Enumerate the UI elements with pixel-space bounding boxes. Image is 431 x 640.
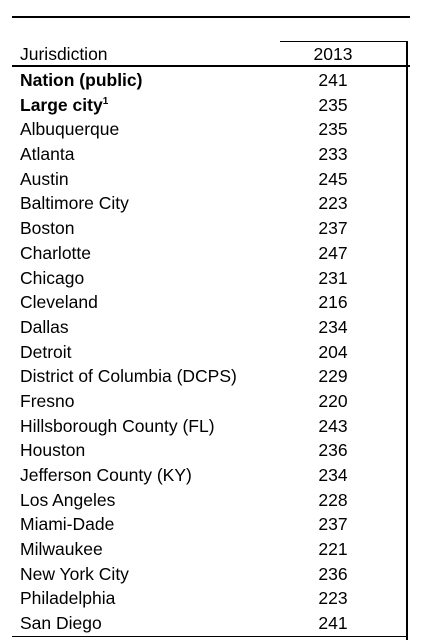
table-row	[0, 537, 431, 562]
score-value: 237	[318, 514, 348, 535]
jurisdiction-name-text: District of Columbia (DCPS)	[20, 366, 237, 387]
table-row	[0, 463, 431, 488]
table-row	[0, 340, 431, 365]
score-value: 233	[318, 144, 348, 165]
jurisdiction-name	[20, 167, 69, 192]
jurisdiction-name	[20, 488, 115, 513]
table-row	[0, 586, 431, 611]
score-value: 247	[318, 242, 348, 263]
jurisdiction-name	[20, 290, 98, 315]
jurisdiction-name-text: Nation (public)	[20, 70, 143, 90]
jurisdiction-name-text: Hillsborough County (FL)	[20, 415, 215, 436]
table-row	[0, 167, 431, 192]
score-value: 241	[318, 613, 348, 634]
jurisdiction-name-text: San Diego	[20, 613, 102, 634]
score-value: 231	[318, 267, 348, 288]
jurisdiction-name	[20, 562, 129, 587]
score-value: 236	[318, 563, 348, 584]
table-row	[0, 611, 431, 636]
jurisdiction-name	[20, 463, 192, 488]
table-row	[0, 512, 431, 537]
score-value: 236	[318, 440, 348, 461]
table-row	[0, 389, 431, 414]
jurisdiction-name-text: Baltimore City	[20, 193, 129, 214]
table-row	[0, 266, 431, 291]
header-bottom-rule	[12, 65, 410, 67]
year-column-header: 2013	[313, 44, 353, 64]
score-value: 223	[318, 588, 348, 609]
jurisdiction-name-text: Boston	[20, 218, 75, 239]
jurisdiction-name	[20, 93, 108, 118]
jurisdiction-name-text: Atlanta	[20, 144, 75, 165]
jurisdiction-name-text: New York City	[20, 563, 129, 584]
table-top-rule	[12, 16, 410, 18]
score-value: 220	[318, 390, 348, 411]
jurisdiction-name	[20, 315, 69, 340]
jurisdiction-name-text: Dallas	[20, 316, 69, 337]
jurisdiction-name	[20, 142, 74, 167]
jurisdiction-name	[20, 117, 119, 142]
footnote-marker: 1	[102, 95, 109, 107]
table-row	[0, 68, 431, 93]
jurisdiction-name-text: Los Angeles	[20, 489, 116, 510]
table-row	[0, 562, 431, 587]
jurisdiction-name	[20, 537, 103, 562]
table-row	[0, 414, 431, 439]
jurisdiction-name	[20, 266, 84, 291]
jurisdiction-name	[20, 586, 115, 611]
table-bottom-rule	[12, 636, 408, 637]
table-row	[0, 438, 431, 463]
jurisdiction-name	[20, 438, 85, 463]
table-row	[0, 142, 431, 167]
table-row	[0, 364, 431, 389]
score-value: 204	[318, 341, 348, 362]
jurisdiction-name-text: Albuquerque	[20, 119, 120, 140]
jurisdiction-name	[20, 216, 74, 241]
jurisdiction-name	[20, 414, 215, 439]
jurisdiction-name	[20, 340, 72, 365]
jurisdiction-name-text: Charlotte	[20, 242, 92, 263]
table-row	[0, 488, 431, 513]
score-value: 237	[318, 218, 348, 239]
score-value: 235	[318, 119, 348, 140]
jurisdiction-name-text: Large city	[20, 94, 103, 115]
jurisdiction-name-text: Jefferson County (KY)	[20, 465, 192, 485]
jurisdiction-name-text: Cleveland	[20, 292, 98, 313]
table-header-row	[0, 43, 431, 65]
score-value: 241	[318, 70, 348, 90]
jurisdiction-name	[20, 512, 114, 537]
table-row	[0, 290, 431, 315]
jurisdiction-name-text: Fresno	[20, 390, 75, 411]
jurisdiction-name-text: Chicago	[20, 267, 85, 288]
jurisdiction-name-text: Austin	[20, 168, 69, 189]
score-value: 234	[318, 465, 348, 485]
score-value: 229	[318, 366, 348, 387]
score-value: 245	[318, 168, 348, 189]
score-value: 223	[318, 193, 348, 214]
year-column-rule	[280, 41, 408, 42]
table-row	[0, 191, 431, 216]
jurisdiction-name-text: Houston	[20, 440, 86, 461]
jurisdiction-column-header: Jurisdiction	[20, 44, 108, 64]
table-row	[0, 93, 431, 118]
jurisdiction-name	[20, 364, 237, 389]
score-value: 243	[318, 415, 348, 436]
jurisdiction-name-text: Milwaukee	[20, 539, 103, 560]
jurisdiction-name	[20, 68, 142, 93]
jurisdiction-name-text: Miami-Dade	[20, 514, 115, 535]
score-value: 221	[318, 539, 348, 560]
jurisdiction-name-text: Detroit	[20, 341, 72, 362]
jurisdiction-name	[20, 389, 74, 414]
table-row	[0, 315, 431, 340]
score-value: 235	[318, 94, 348, 115]
table-row	[0, 117, 431, 142]
score-value: 216	[318, 292, 348, 313]
jurisdiction-name	[20, 611, 102, 636]
jurisdiction-name	[20, 191, 129, 216]
score-value: 228	[318, 489, 348, 510]
table-row	[0, 216, 431, 241]
jurisdiction-name-text: Philadelphia	[20, 588, 116, 609]
table-row	[0, 241, 431, 266]
jurisdiction-name	[20, 241, 91, 266]
score-value: 234	[318, 316, 348, 337]
table-body	[0, 68, 431, 636]
